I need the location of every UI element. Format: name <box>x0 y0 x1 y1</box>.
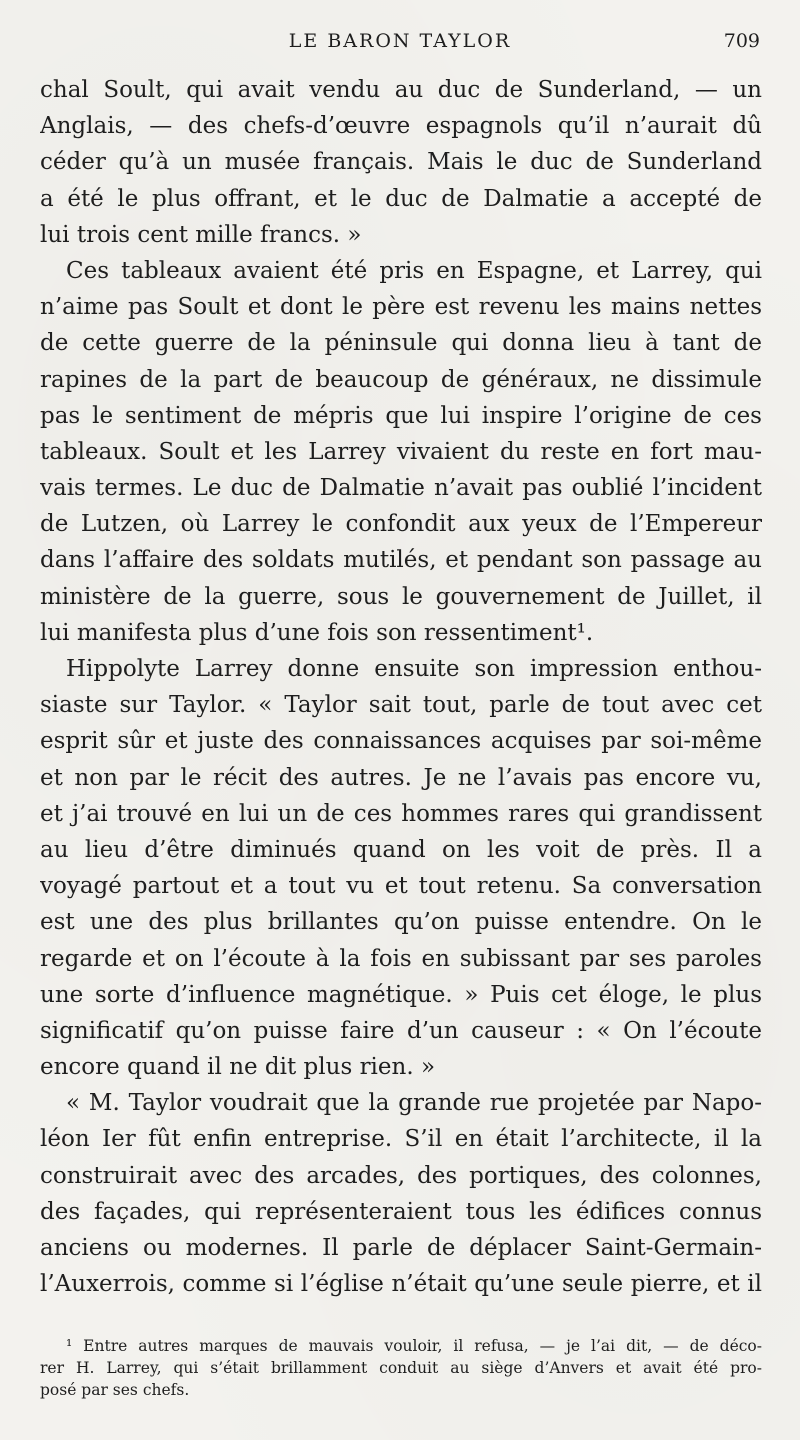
text-line: tableaux. Soult et les Larrey vivaient du reste en fort mau- <box>40 438 762 465</box>
text-line: regarde et on l’écoute à la fois en subissant par ses paroles <box>40 945 762 972</box>
text-line: siaste sur Taylor. « Taylor sait tout, parle de tout avec cet <box>40 692 762 719</box>
text-line: de Lutzen, où Larrey le confondit aux yeux de l’Empereur <box>40 511 762 538</box>
text-line: significatif qu’on puisse faire d’un causeur : « On l’écoute <box>40 1017 762 1044</box>
text-line: lui trois cent mille francs. » <box>40 221 362 248</box>
text-line: l’Auxerrois, comme si l’église n’était qu’une seule pierre, et il <box>40 1271 762 1298</box>
text-line: encore quand il ne dit plus rien. » <box>40 1054 436 1081</box>
text-line: anciens ou modernes. Il parle de déplacer Saint-Germain- <box>40 1235 762 1261</box>
body-text <box>40 72 762 1302</box>
page-header <box>40 30 760 60</box>
text-line: construirait avec des arcades, des portiques, des colonnes, <box>40 1162 762 1189</box>
text-line: une sorte d’influence magnétique. » Puis cet éloge, le plus <box>40 981 762 1008</box>
text-line: chal Soult, qui avait vendu au duc de Sunderland, — un <box>40 77 762 103</box>
text-line: a été le plus offrant, et le duc de Dalmatie a accepté de <box>40 185 762 212</box>
text-line: « M. Taylor voudrait que la grande rue projetée par Napo- <box>66 1090 762 1117</box>
text-line: rapines de la part de beaucoup de généraux, ne dissimule <box>40 366 762 393</box>
text-line: voyagé partout et a tout vu et tout retenu. Sa conversation <box>40 873 762 900</box>
text-line: lui manifesta plus d’une fois son ressentiment¹. <box>40 619 594 646</box>
text-line: céder qu’à un musée français. Mais le duc de Sunderland <box>40 149 762 176</box>
footnote-line: rer H. Larrey, qui s’était brillamment conduit au siège d’Anvers et avait été pro- <box>40 1359 762 1377</box>
text-line: n’aime pas Soult et dont le père est revenu les mains nettes <box>40 294 762 321</box>
text-line: et j’ai trouvé en lui un de ces hommes rares qui grandissent <box>40 800 762 827</box>
text-line: Ces tableaux avaient été pris en Espagne, et Larrey, qui <box>66 257 762 284</box>
text-line: et non par le récit des autres. Je ne l’avais pas encore vu, <box>40 764 762 791</box>
footnotes <box>40 1335 762 1401</box>
text-line: Anglais, — des chefs-d’œuvre espagnols qu’il n’aurait dû <box>40 113 762 140</box>
text-line: dans l’affaire des soldats mutilés, et pendant son passage au <box>40 547 762 574</box>
running-head: LE BARON TAYLOR <box>288 30 512 52</box>
text-line: ministère de la guerre, sous le gouvernement de Juillet, il <box>40 583 762 610</box>
page-number: 709 <box>723 30 760 52</box>
text-line: est une des plus brillantes qu’on puisse entendre. On le <box>40 909 762 936</box>
text-line: pas le sentiment de mépris que lui inspire l’origine de ces <box>40 402 762 429</box>
footnote-line: ¹ Entre autres marques de mauvais vouloir, il refusa, — je l’ai dit, — de déco- <box>66 1337 762 1355</box>
text-line: des façades, qui représenteraient tous les édifices connus <box>40 1198 762 1225</box>
text-line: léon Ier fût enfin entreprise. S’il en était l’architecte, il la <box>40 1126 762 1153</box>
footnote-line: posé par ses chefs. <box>40 1381 190 1399</box>
text-line: Hippolyte Larrey donne ensuite son impression enthou- <box>66 656 762 682</box>
text-line: au lieu d’être diminués quand on les voit de près. Il a <box>40 836 762 863</box>
text-line: vais termes. Le duc de Dalmatie n’avait pas oublié l’incident <box>40 475 762 502</box>
text-line: esprit sûr et juste des connaissances acquises par soi-même <box>40 728 762 755</box>
text-line: de cette guerre de la péninsule qui donna lieu à tant de <box>40 330 762 357</box>
